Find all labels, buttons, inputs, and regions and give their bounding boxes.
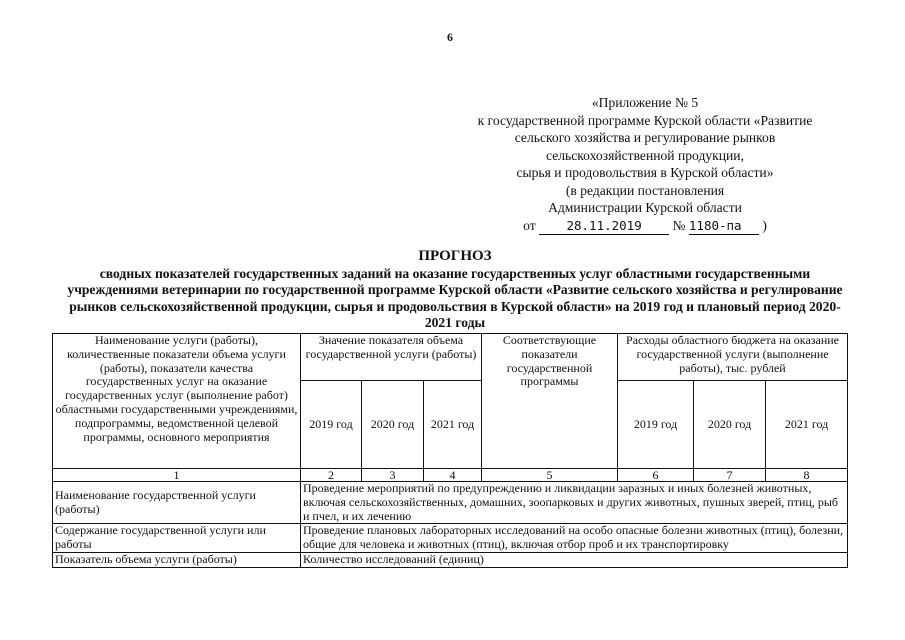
row-label: Показатель объема услуги (работы) — [53, 552, 301, 567]
page-number: 6 — [447, 30, 453, 44]
number-prefix: № — [672, 217, 686, 233]
volume-header: Значение показателя объема государственной услуги (работы) — [301, 334, 482, 381]
heading-subtitle: сводных показателей государственных заданий на оказание государственных услуг областными государственными учреждениями ветеринарии по государственной программе Курской области «Развитие сельского хозяйства и регулирование рынков сельскохозяйственной продукции, сырья и продовольствия в Курской области» на 2019 год и плановый период 2020-2021 годы — [67, 265, 843, 330]
appendix-line: сельского хозяйства и регулирование рынков — [514, 130, 776, 145]
appendix-line: сырья и продовольствия в Курской области» — [516, 165, 774, 180]
programs-header: Соответствующие показатели государственной программы — [482, 334, 618, 469]
col-number: 6 — [618, 469, 694, 482]
year-2021-budget: 2021 год — [766, 381, 848, 469]
row-label: Содержание государственной услуги или работы — [53, 524, 301, 553]
date-prefix: от — [523, 217, 536, 233]
year-2019-budget: 2019 год — [618, 381, 694, 469]
col-number: 5 — [482, 469, 618, 482]
year-2019-volume: 2019 год — [301, 381, 362, 469]
col-number: 2 — [301, 469, 362, 482]
col-number: 7 — [694, 469, 766, 482]
row-value: Количество исследований (единиц) — [301, 552, 848, 567]
appendix-block — [440, 94, 850, 235]
table-row — [53, 552, 848, 567]
appendix-line: к государственной программе Курской области «Развитие — [477, 112, 813, 128]
col-number: 1 — [53, 469, 301, 482]
year-2020-budget: 2020 год — [694, 381, 766, 469]
col1-header: Наименование услуги (работы), количественные показатели объема услуги (работы), показатели качества государственных услуг на оказание государственных услуг (выполнение работ) областными государственными учреждениями, подпрограммы, ведомственной целевой программы, основного мероприятия — [53, 334, 301, 469]
resolution-number: 1180-па — [688, 217, 742, 233]
appendix-line: сельскохозяйственной продукции, — [546, 147, 744, 163]
table-row — [53, 482, 848, 524]
col-number: 3 — [362, 469, 424, 482]
appendix-line: «Приложение № 5 — [591, 95, 699, 110]
year-2021-volume: 2021 год — [424, 381, 482, 469]
col-number: 8 — [766, 469, 848, 482]
closing-paren: ) — [762, 217, 767, 233]
resolution-date: 28.11.2019 — [566, 217, 642, 233]
appendix-line: Администрации Курской области — [548, 200, 742, 215]
row-label: Наименование государственной услуги (работы) — [53, 482, 301, 524]
col-number: 4 — [424, 469, 482, 482]
year-2020-volume: 2020 год — [362, 381, 424, 469]
appendix-line: (в редакции постановления — [565, 182, 725, 198]
row-value: Проведение мероприятий по предупреждению и ликвидации заразных и иных болезней животных, включая сельскохозяйственных, домашних, зоопарковых и других животных, пушных зверей, птиц, рыб и пчел, и их лечению — [301, 482, 848, 524]
table-row — [53, 524, 848, 553]
row-value: Проведение плановых лабораторных исследований на особо опасные болезни животных (птиц), болезни, общие для человека и животных (птиц), включая отбор проб и их транспортировку — [301, 524, 848, 553]
forecast-table — [52, 333, 848, 568]
document-heading — [60, 248, 850, 332]
heading-title: ПРОГНОЗ — [418, 248, 492, 264]
resolution-date-line — [440, 217, 850, 235]
budget-header: Расходы областного бюджета на оказание государственной услуги (выполнение работы), тыс. рублей — [618, 334, 848, 381]
